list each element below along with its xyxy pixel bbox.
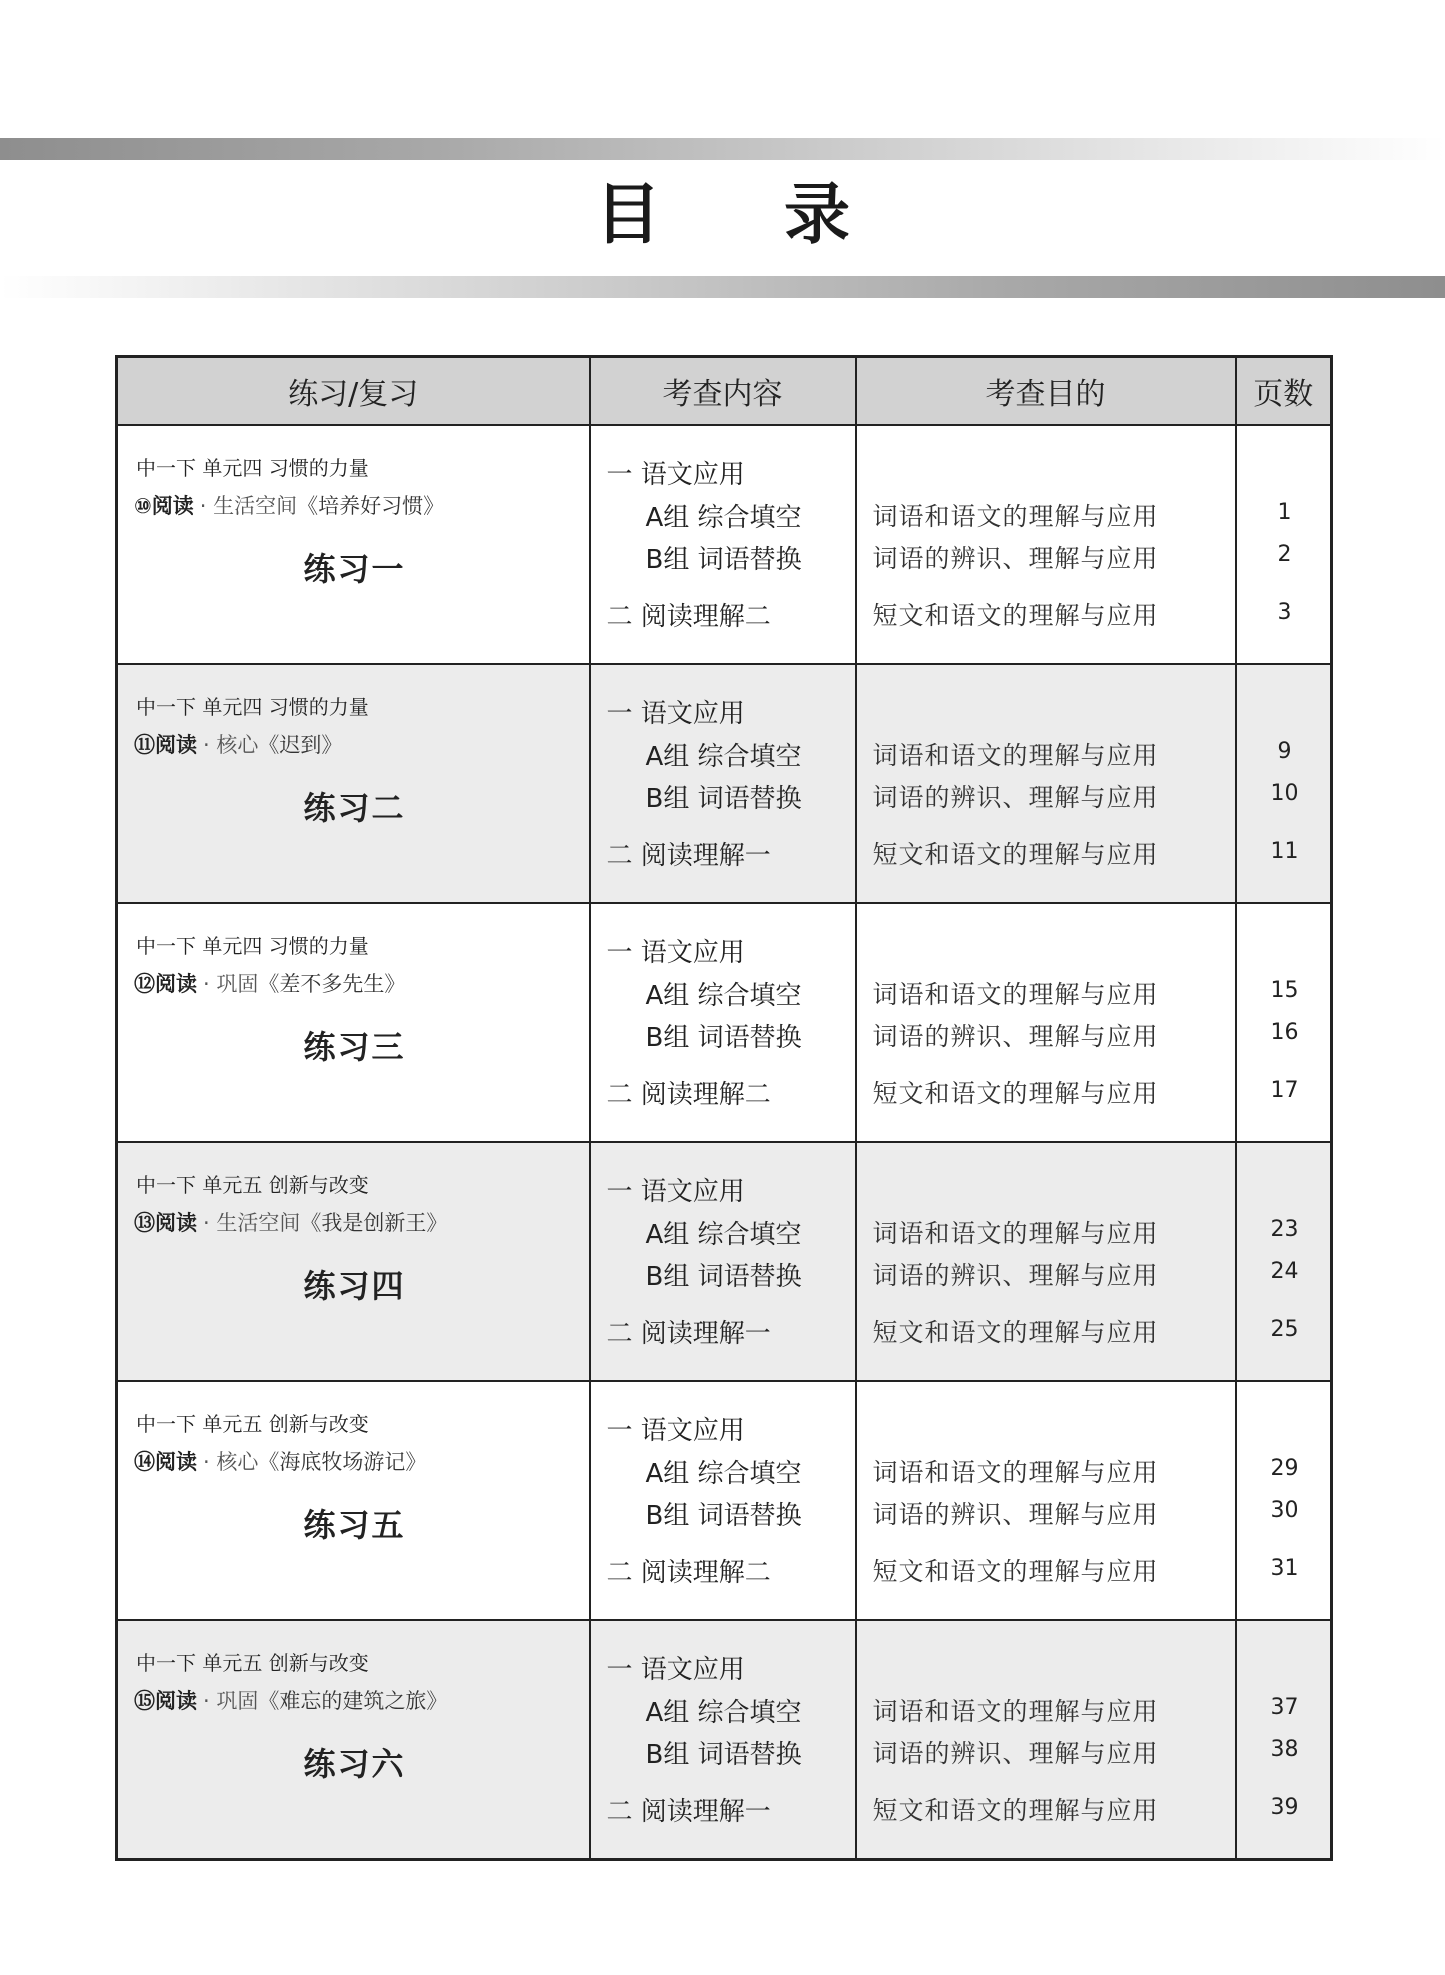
purpose-line-2: 词语的辨识、理解与应用 [872, 1022, 1159, 1051]
content-section-1: 一 语文应用 [606, 938, 745, 968]
header-purpose: 考查目的 [856, 357, 1236, 426]
unit-label: 中一下 单元四 习惯的力量 [136, 456, 369, 480]
content-section-2: 二 阅读理解一 [606, 1319, 771, 1349]
reading-title: 《迟到》 [258, 733, 343, 757]
reading-label [134, 1446, 426, 1476]
page-number-1[interactable]: 37 [1270, 1695, 1299, 1720]
content-section-1: 一 语文应用 [606, 1655, 745, 1685]
content-group-b: B组 词语替换 [645, 1501, 802, 1531]
reading-label [134, 1207, 447, 1237]
reading-number: ⑩ [134, 494, 152, 518]
content-section-2: 二 阅读理解二 [606, 602, 771, 632]
page-number-3[interactable]: 25 [1270, 1317, 1299, 1342]
page-number-2[interactable]: 10 [1270, 781, 1299, 806]
purpose-cell [856, 903, 1236, 1142]
purpose-cell [856, 425, 1236, 664]
page-number-2[interactable]: 30 [1270, 1498, 1299, 1523]
content-section-1: 一 语文应用 [606, 1177, 745, 1207]
page-number-1[interactable]: 29 [1270, 1456, 1299, 1481]
purpose-cell [856, 1381, 1236, 1620]
bottom-gradient-band [0, 276, 1445, 298]
exercise-cell [117, 1381, 590, 1620]
purpose-cell [856, 664, 1236, 903]
toc-row[interactable] [117, 1381, 1332, 1620]
reading-tag: 阅读 [155, 972, 197, 996]
unit-label: 中一下 单元四 习惯的力量 [136, 934, 369, 958]
exercise-name[interactable]: 练习一 [303, 550, 406, 588]
page-number-3[interactable]: 17 [1270, 1078, 1299, 1103]
content-group-a: A组 综合填空 [645, 742, 802, 772]
purpose-line-2: 词语的辨识、理解与应用 [872, 1739, 1159, 1768]
content-section-2: 二 阅读理解一 [606, 1797, 771, 1827]
reading-tag: 阅读 [155, 1689, 197, 1713]
unit-label: 中一下 单元五 创新与改变 [136, 1173, 369, 1197]
content-group-a: A组 综合填空 [645, 981, 802, 1011]
page-number-3[interactable]: 11 [1270, 839, 1299, 864]
reading-tag: 阅读 [155, 1211, 197, 1235]
content-group-b: B组 词语替换 [645, 784, 802, 814]
content-group-a: A组 综合填空 [645, 1459, 802, 1489]
header-row [117, 357, 1332, 426]
page-number-1[interactable]: 15 [1270, 978, 1299, 1003]
unit-label: 中一下 单元五 创新与改变 [136, 1412, 369, 1436]
reading-tag: 阅读 [151, 494, 194, 518]
reading-number: ⑫ [134, 972, 155, 996]
page-cell [1236, 1142, 1332, 1381]
page-number-1[interactable]: 1 [1277, 500, 1292, 525]
page-number-1[interactable]: 23 [1270, 1217, 1299, 1242]
content-section-2: 二 阅读理解一 [606, 841, 771, 871]
page-cell [1236, 1381, 1332, 1620]
content-section-1: 一 语文应用 [606, 699, 745, 729]
content-section-2: 二 阅读理解二 [606, 1558, 771, 1588]
purpose-line-3: 短文和语文的理解与应用 [872, 1557, 1159, 1586]
purpose-line-3: 短文和语文的理解与应用 [872, 1318, 1159, 1347]
purpose-line-1: 词语和语文的理解与应用 [872, 1697, 1159, 1726]
purpose-line-3: 短文和语文的理解与应用 [872, 1079, 1159, 1108]
exercise-cell [117, 1620, 590, 1860]
exercise-name[interactable]: 练习六 [303, 1745, 406, 1783]
exercise-cell [117, 1142, 590, 1381]
purpose-line-1: 词语和语文的理解与应用 [872, 1458, 1159, 1487]
reading-title: 《难忘的建筑之旅》 [258, 1689, 448, 1713]
page-cell [1236, 903, 1332, 1142]
exercise-name[interactable]: 练习三 [303, 1028, 406, 1066]
toc-row[interactable] [117, 1620, 1332, 1860]
reading-label [134, 490, 444, 520]
top-gradient-band [0, 138, 1445, 160]
page-number-2[interactable]: 38 [1270, 1737, 1299, 1762]
content-cell [590, 425, 856, 664]
page-number-3[interactable]: 39 [1270, 1795, 1299, 1820]
purpose-line-2: 词语的辨识、理解与应用 [872, 1500, 1159, 1529]
page-number-2[interactable]: 24 [1270, 1259, 1299, 1284]
reading-category: · 生活空间 [203, 1211, 301, 1235]
reading-title: 《培养好习惯》 [297, 494, 445, 518]
reading-label [134, 729, 342, 759]
purpose-line-2: 词语的辨识、理解与应用 [872, 1261, 1159, 1290]
content-section-1: 一 语文应用 [606, 460, 745, 490]
reading-title: 《海底牧场游记》 [258, 1450, 427, 1474]
purpose-line-1: 词语和语文的理解与应用 [872, 741, 1159, 770]
content-group-b: B组 词语替换 [645, 1262, 802, 1292]
content-cell [590, 1620, 856, 1860]
page-title: 目 录 [595, 176, 900, 253]
reading-category: · 巩固 [203, 1689, 259, 1713]
page-cell [1236, 1620, 1332, 1860]
exercise-name[interactable]: 练习二 [303, 789, 406, 827]
reading-title: 《差不多先生》 [258, 972, 406, 996]
content-section-1: 一 语文应用 [606, 1416, 745, 1446]
reading-title: 《我是创新王》 [300, 1211, 448, 1235]
page-number-2[interactable]: 2 [1277, 542, 1292, 567]
content-group-b: B组 词语替换 [645, 1740, 802, 1770]
purpose-line-3: 短文和语文的理解与应用 [872, 601, 1159, 630]
content-group-a: A组 综合填空 [645, 1698, 802, 1728]
content-cell [590, 1142, 856, 1381]
reading-category: · 核心 [203, 1450, 259, 1474]
toc-row[interactable] [117, 1142, 1332, 1381]
reading-tag: 阅读 [155, 733, 197, 757]
toc-row[interactable] [117, 425, 1332, 664]
header-content: 考查内容 [590, 357, 856, 426]
purpose-line-1: 词语和语文的理解与应用 [872, 980, 1159, 1009]
unit-label: 中一下 单元四 习惯的力量 [136, 695, 369, 719]
content-group-a: A组 综合填空 [645, 503, 802, 533]
reading-number: ⑬ [134, 1211, 155, 1235]
purpose-line-1: 词语和语文的理解与应用 [872, 1219, 1159, 1248]
content-group-b: B组 词语替换 [645, 545, 802, 575]
reading-label [134, 1685, 447, 1715]
purpose-line-2: 词语的辨识、理解与应用 [872, 783, 1159, 812]
reading-tag: 阅读 [155, 1450, 197, 1474]
purpose-cell [856, 1142, 1236, 1381]
page-number-3[interactable]: 31 [1270, 1556, 1299, 1581]
reading-label [134, 968, 405, 998]
purpose-line-2: 词语的辨识、理解与应用 [872, 544, 1159, 573]
purpose-cell [856, 1620, 1236, 1860]
exercise-cell [117, 903, 590, 1142]
reading-number: ⑮ [134, 1689, 155, 1713]
page-number-1[interactable]: 9 [1277, 739, 1292, 764]
content-group-b: B组 词语替换 [645, 1023, 802, 1053]
toc-row[interactable] [117, 664, 1332, 903]
content-group-a: A组 综合填空 [645, 1220, 802, 1250]
toc-table [115, 355, 1333, 1861]
reading-category: · 生活空间 [199, 494, 298, 518]
page-cell [1236, 664, 1332, 903]
exercise-name[interactable]: 练习四 [303, 1267, 406, 1305]
reading-number: ⑭ [134, 1450, 155, 1474]
toc-row[interactable] [117, 903, 1332, 1142]
unit-label: 中一下 单元五 创新与改变 [136, 1651, 369, 1675]
purpose-line-1: 词语和语文的理解与应用 [872, 502, 1159, 531]
header-page: 页数 [1236, 357, 1332, 426]
exercise-cell [117, 425, 590, 664]
page-number-3[interactable]: 3 [1277, 600, 1292, 625]
reading-category: · 核心 [203, 733, 259, 757]
content-cell [590, 664, 856, 903]
exercise-name[interactable]: 练习五 [303, 1506, 406, 1544]
purpose-line-3: 短文和语文的理解与应用 [872, 840, 1159, 869]
content-cell [590, 1381, 856, 1620]
reading-number: ⑪ [134, 733, 155, 757]
reading-category: · 巩固 [203, 972, 259, 996]
content-section-2: 二 阅读理解二 [606, 1080, 771, 1110]
page-cell [1236, 425, 1332, 664]
page-number-2[interactable]: 16 [1270, 1020, 1299, 1045]
purpose-line-3: 短文和语文的理解与应用 [872, 1796, 1159, 1825]
exercise-cell [117, 664, 590, 903]
content-cell [590, 903, 856, 1142]
header-exercise: 练习/复习 [117, 357, 590, 426]
